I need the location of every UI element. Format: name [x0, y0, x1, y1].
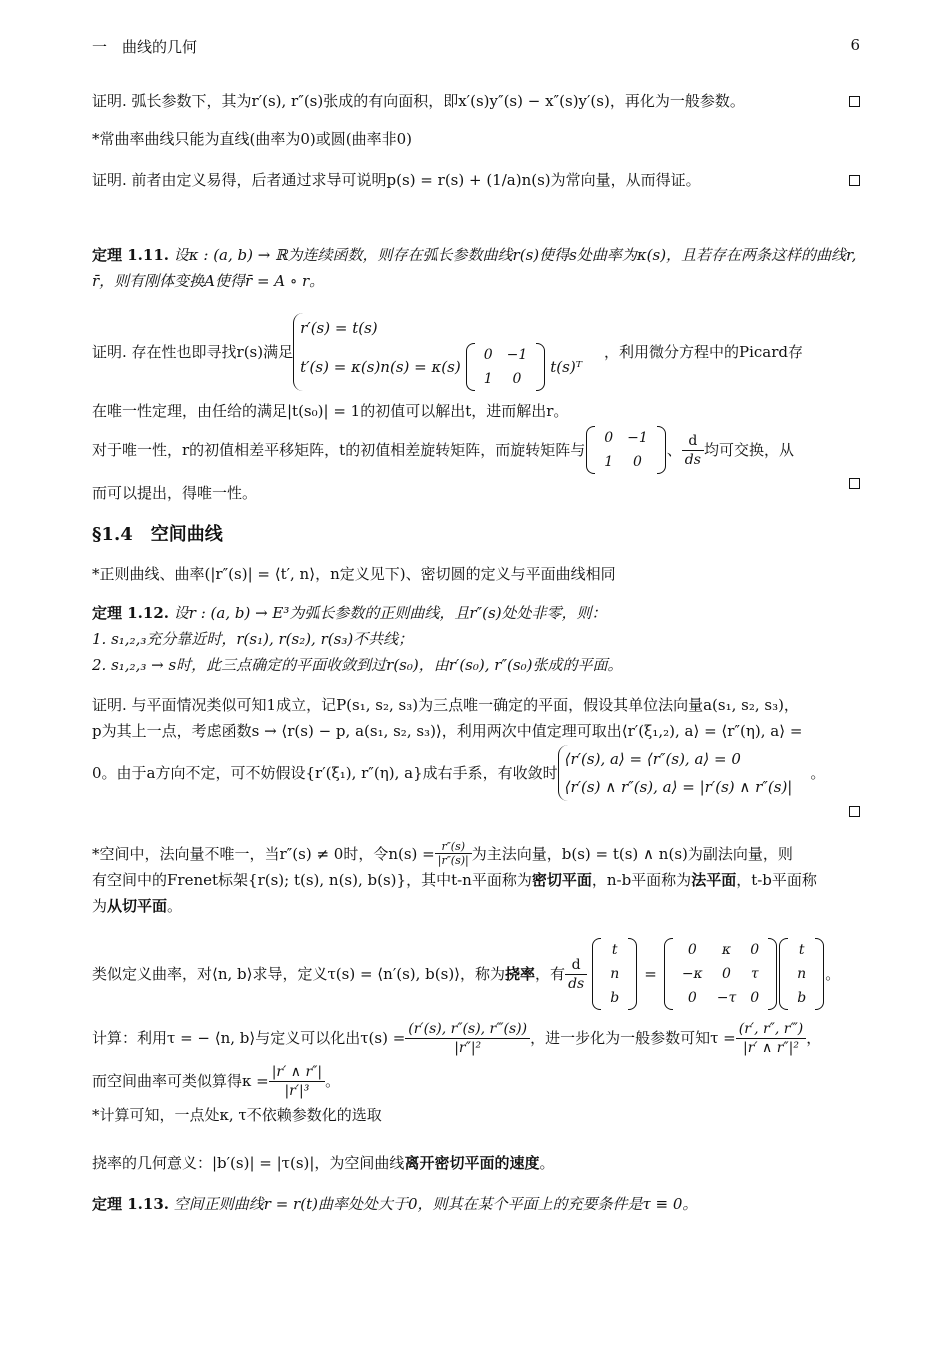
curvature-formula: $\frac{|r' \wedge r''|}{\text{|r′|³}}$ — [269, 1063, 325, 1100]
frenet-paragraph — [92, 840, 860, 919]
theorem-text: 设r : (a, b) → E³为弧长参数的正则曲线，且r″(s)处处非零，则： — [173, 604, 607, 622]
theorem-1-13 — [92, 1191, 860, 1217]
remark-paragraph — [92, 126, 860, 152]
proof-text: 证明. 前者由定义易得，后者通过求导可说明p(s) = r(s) + (1/a)n(s)为常向量，从而得证。 — [92, 171, 701, 189]
proof-text: 均可交换，从 — [703, 441, 794, 459]
proof-uniqueness — [92, 424, 860, 506]
qed-box — [849, 96, 860, 107]
remark-text: 为 — [92, 897, 108, 915]
derivative-operator: $\frac{d}{ds}$ — [682, 432, 704, 469]
theorem-text: 设κ : (a, b) → ℝ为连续函数，则存在弧长参数曲线r(s)使得s处曲率为κ(s)，且若存在两条这样的曲线r, r̄，则有刚体变换A使得r̄ = A ∘ r。 — [92, 246, 857, 290]
term-torsion: 挠率 — [505, 965, 536, 983]
proof-text: 而可以提出，得唯一性。 — [92, 484, 258, 502]
page-number: 6 — [850, 36, 860, 54]
theorem-item: 2. s₁,₂,₃ → s时，此三点确定的平面收敛到过r(s₀)，由r′(s₀), r″(s₀)张成的平面。 — [92, 656, 623, 674]
remark-text: *常曲率曲线只能为直线(曲率为0)或圆(曲率非0) — [92, 130, 412, 148]
proof-text: 计算：利用τ = − ⟨n, b⟩与定义可以化出τ(s) = — [92, 1029, 406, 1047]
proof-paragraph — [92, 167, 860, 193]
remark-text: *空间中，法向量不唯一，当r″(s) ≠ 0时，令n(s) = — [92, 844, 435, 863]
proof-text: p为其上一点，考虑函数s → ⟨r(s) − p, a(s₁, s₂, s₃)⟩，利用两次中值定理可取出⟨r′(ξ₁,₂), a⟩ = ⟨r″(η), a⟩ = — [92, 722, 803, 740]
equation: ⟨r′(s) ∧ r″(s), a⟩ = |r′(s) ∧ r″(s)| — [564, 778, 793, 796]
qed-box — [849, 175, 860, 186]
qed-box — [849, 806, 860, 817]
proof-text: 证明. 存在性也即寻找r(s)满足 — [92, 343, 294, 361]
theorem-label: 定理 1.11. — [92, 246, 169, 264]
equation: r′(s) = t(s) — [300, 319, 378, 337]
rotation-matrix: 0 −1 1 0 — [465, 343, 547, 391]
term-normal-plane: 法平面 — [691, 871, 737, 889]
proof-text: 在唯一性定理，由任给的满足|t(s₀)| = 1的初值可以解出t，进而解出r。 — [92, 402, 569, 420]
remark-text: 为主法向量，b(s) = t(s) ∧ n(s)为副法向量，则 — [471, 844, 793, 863]
proof-text: 而空间曲率可类似算得κ = — [92, 1072, 269, 1090]
proof-text: 对于唯一性，r的初值相差平移矩阵，t的初值相差旋转矩阵，而旋转矩阵与 — [92, 441, 586, 459]
remark-text: ，n-b平面称为 — [591, 871, 692, 889]
proof-text: ，进一步化为一般参数可知τ = — [530, 1029, 736, 1047]
normal-vector-fraction: $\frac{r''(s)}{|r''(s)|}$ — [435, 840, 472, 867]
proof-paragraph — [92, 692, 860, 802]
torsion-general-formula: $\frac{(r', r'', r‴)}{\text{|r′ ∧ r″|²}}$ — [736, 1020, 807, 1057]
theorem-item: 1. s₁,₂,₃充分靠近时，r(s₁), r(s₂), r(s₃)不共线； — [92, 630, 414, 648]
torsion-formula: $\frac{(r'(s), r''(s), r‴(s))}{\text{|r″|²}}$ — [405, 1020, 530, 1057]
remark-text: 。 — [167, 897, 183, 915]
theorem-1-11 — [92, 242, 860, 294]
theorem-text: 空间正则曲线r = r(t)曲率处处大于0，则其在某个平面上的充要条件是τ ≡ 0。 — [173, 1195, 698, 1213]
proof-text: 。 — [810, 764, 826, 782]
frame-vector: t n b — [778, 938, 825, 1010]
equation: t(s)ᵀ — [550, 358, 583, 376]
remark-paragraph — [92, 561, 860, 587]
proof-text: 。 — [325, 1072, 341, 1090]
limit-system — [558, 745, 793, 801]
ode-system — [293, 313, 582, 391]
running-header — [92, 36, 860, 57]
rotation-matrix: 0 −1 1 0 — [585, 426, 667, 474]
torsion-computation — [92, 1016, 892, 1128]
proof-text: 、 — [666, 441, 682, 459]
proof-text: 证明. 弧长参数下，其为r′(s), r″(s)张成的有向面积，即x′(s)y″(s) − x″(s)y′(s)，再化为一般参数。 — [92, 92, 745, 110]
term-departure-speed: 离开密切平面的速度 — [404, 1154, 540, 1172]
proof-text: 证明. 与平面情况类似可知1成立，记P(s₁, s₂, s₃)为三点唯一确定的平面，假设其单位法向量a(s₁, s₂, s₃)， — [92, 696, 799, 714]
section-heading — [92, 522, 860, 548]
proof-existence — [92, 306, 860, 424]
proof-text: ，有 — [535, 965, 566, 983]
theorem-1-12 — [92, 600, 860, 678]
chapter-title: 一 曲线的几何 — [92, 38, 198, 56]
remark-text: 有空间中的Frenet标架{r(s); t(s), n(s), b(s)}，其中t-n平面称为 — [92, 871, 532, 889]
term-osculating-plane: 密切平面 — [531, 871, 592, 889]
frame-vector: t n b — [591, 938, 638, 1010]
torsion-meaning — [92, 1150, 860, 1176]
remark-text: *正则曲线、曲率(|r″(s)| = ⟨t′, n⟩，n定义见下)、密切圆的定义与平面曲线相同 — [92, 565, 616, 583]
equation: t′(s) = κ(s)n(s) = κ(s) — [300, 358, 461, 376]
term-rectifying-plane: 从切平面 — [107, 897, 168, 915]
proof-text: 挠率的几何意义：|b′(s)| = |τ(s)|，为空间曲线 — [92, 1154, 405, 1172]
remark-text: *计算可知，一点处κ, τ不依赖参数化的选取 — [92, 1106, 382, 1124]
remark-text: ，t-b平面称 — [736, 871, 817, 889]
theorem-label: 定理 1.12. — [92, 604, 169, 622]
frenet-matrix: 0 κ 0 −κ 0 τ 0 −τ 0 — [663, 938, 778, 1010]
proof-text: 0。由于a方向不定，可不妨假设{r′(ξ₁), r″(η), a}成右手系，有收敛时 — [92, 764, 558, 782]
proof-text: 。 — [539, 1154, 555, 1172]
qed-box — [849, 478, 860, 489]
proof-paragraph — [92, 88, 860, 114]
theorem-label: 定理 1.13. — [92, 1195, 169, 1213]
proof-text: 。 — [825, 965, 841, 983]
proof-text: 类似定义曲率，对⟨n, b⟩求导，定义τ(s) = ⟨n′(s), b(s)⟩，称为 — [92, 965, 506, 983]
section-title: §1.4 空间曲线 — [92, 524, 223, 545]
derivative-operator: $\frac{d}{ds}$ — [565, 956, 587, 993]
proof-text: ， — [806, 1029, 822, 1047]
equation: ⟨r′(s), a⟩ = ⟨r″(s), a⟩ = 0 — [564, 750, 741, 768]
torsion-definition: 类似定义曲率，对⟨n, b⟩求导，定义τ(s) = ⟨n′(s), b(s)⟩，称为 挠率 ，有 $\frac{d}{ds}$ t n b = 0 κ 0 −κ 0 τ 0 −τ 0 t n b 。 — [92, 932, 860, 1016]
proof-text: ，利用微分方程中的Picard存 — [604, 343, 804, 361]
